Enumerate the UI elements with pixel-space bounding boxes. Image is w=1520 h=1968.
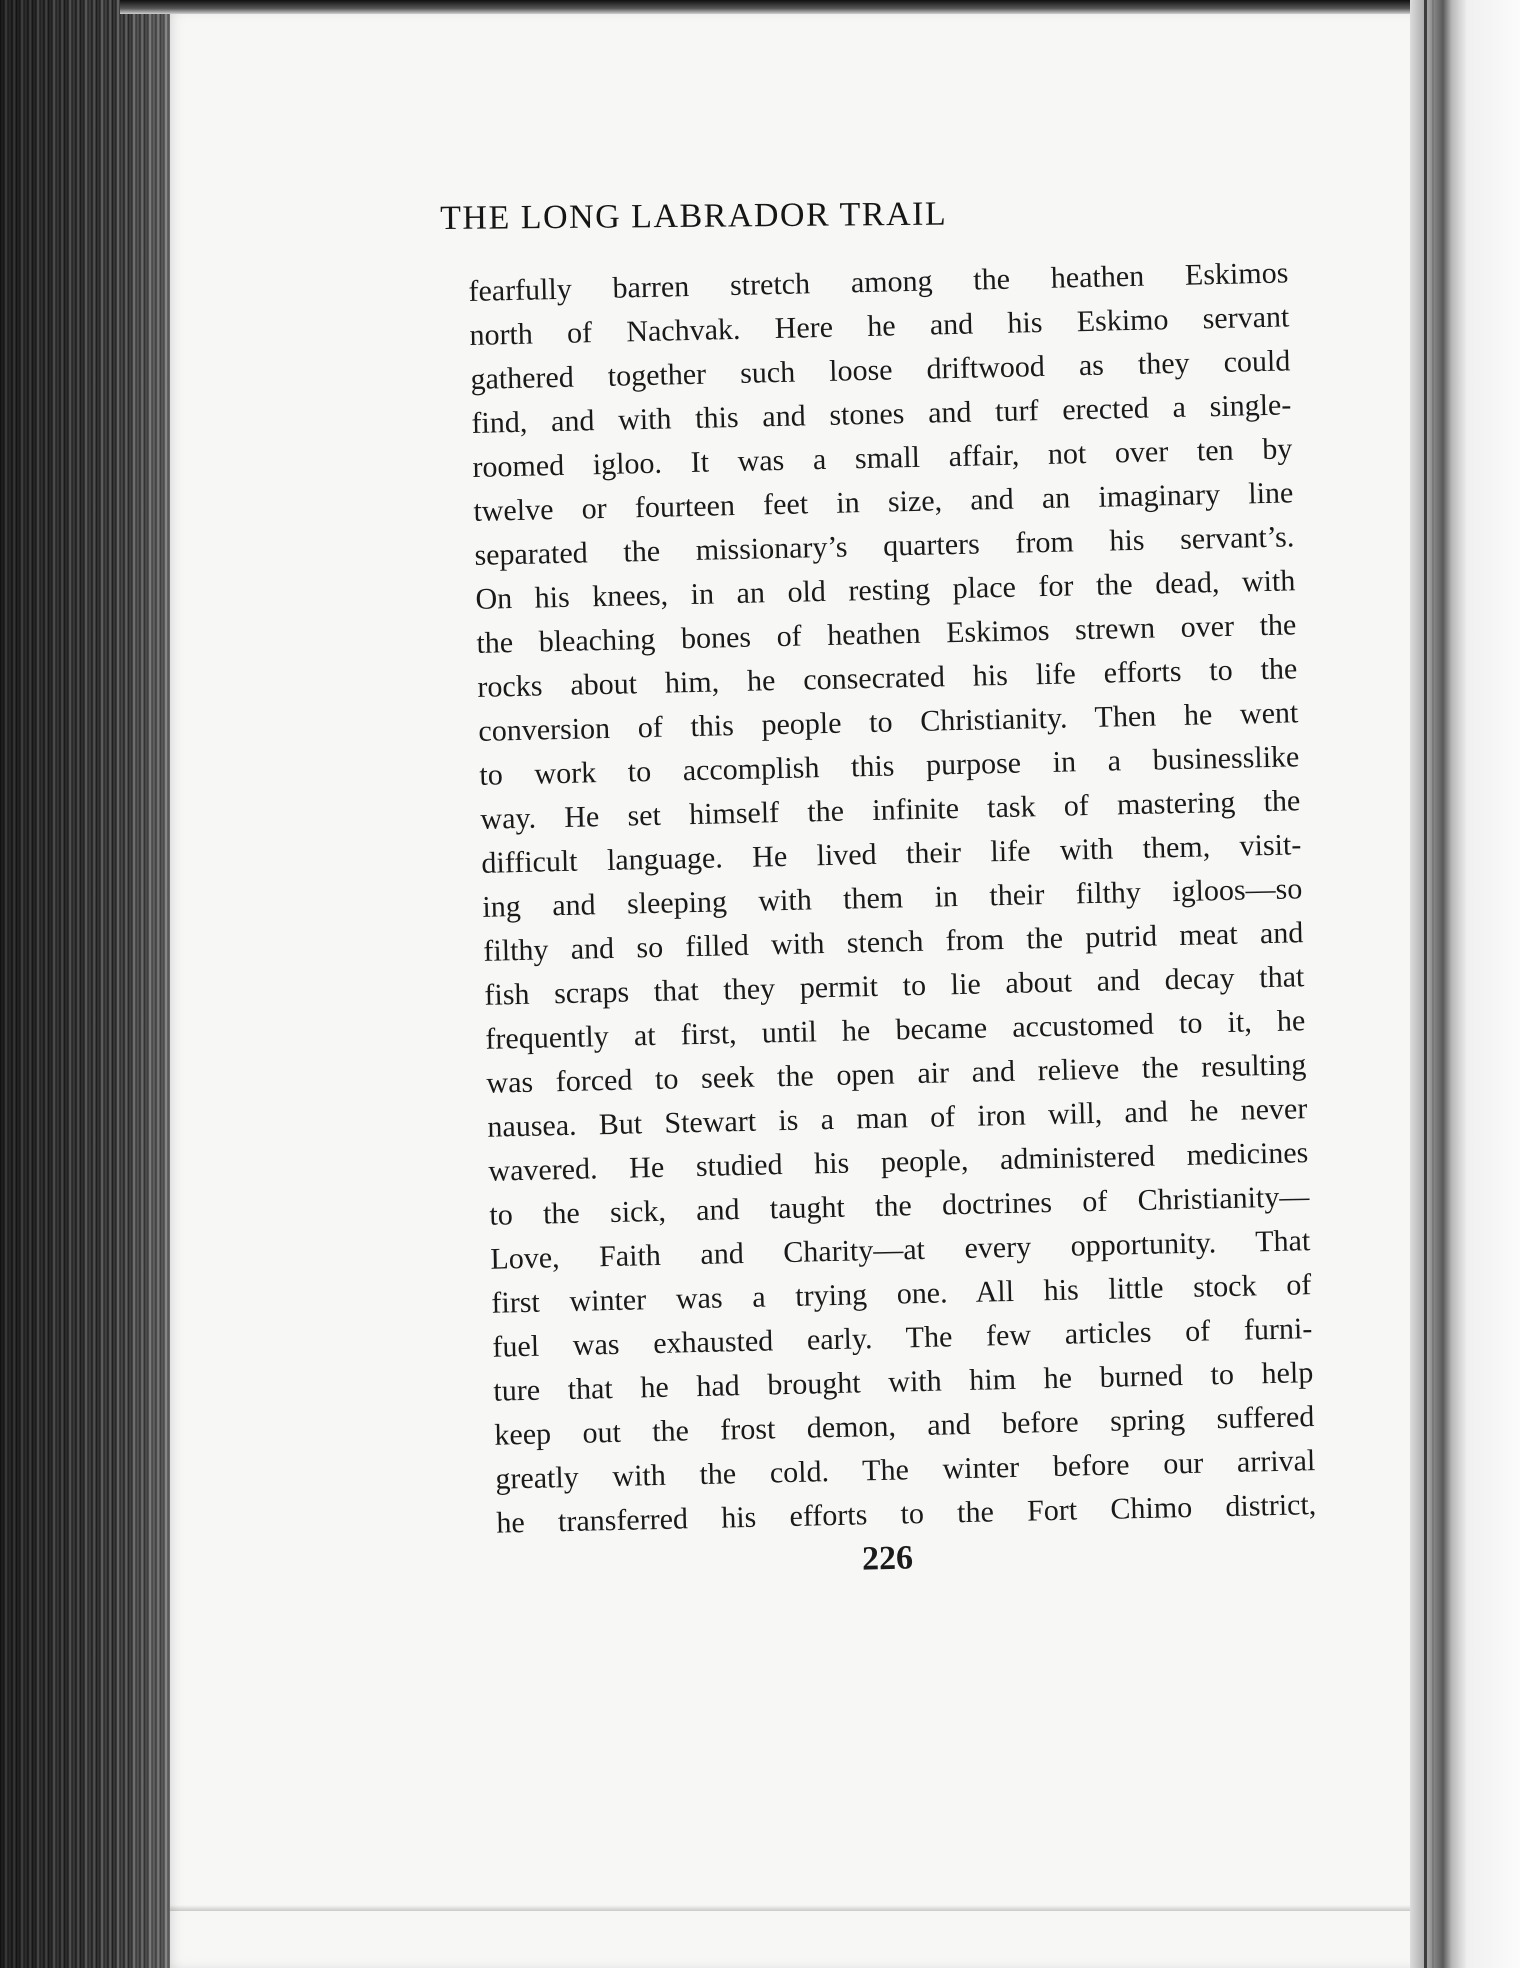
text-line: difficult language. He lived their life with them, visit- bbox=[481, 828, 1302, 880]
text-line: way. He set himself the infinite task of mastering the bbox=[480, 784, 1301, 836]
text-line: the bleaching bones of heathen Eskimos strewn over the bbox=[476, 608, 1297, 660]
text-line: wavered. He studied his people, administered medicines bbox=[488, 1136, 1309, 1188]
gutter-line bbox=[1424, 0, 1427, 1968]
text-line: north of Nachvak. Here he and his Eskimo servant bbox=[469, 300, 1290, 352]
text-line: frequently at first, until he became accustomed to it, he bbox=[485, 1004, 1306, 1056]
text-line: rocks about him, he consecrated his life efforts to the bbox=[477, 652, 1298, 704]
text-line: conversion of this people to Christianity. Then he went bbox=[478, 696, 1299, 748]
page-bottom-shadow bbox=[170, 1905, 1430, 1911]
text-line: to the sick, and taught the doctrines of Christianity— bbox=[489, 1180, 1310, 1232]
text-line: twelve or fourteen feet in size, and an imaginary line bbox=[473, 476, 1294, 528]
running-head: THE LONG LABRADOR TRAIL bbox=[440, 195, 948, 237]
text-line: fuel was exhausted early. The few articles of furni- bbox=[492, 1312, 1313, 1364]
book-edge-shadow bbox=[0, 0, 170, 1968]
text-line: greatly with the cold. The winter before our arrival bbox=[495, 1444, 1316, 1496]
text-line: gathered together such loose driftwood as they could bbox=[470, 344, 1291, 396]
text-line: On his knees, in an old resting place for the dead, with bbox=[475, 564, 1296, 616]
text-line: was forced to seek the open air and relieve the resulting bbox=[486, 1048, 1307, 1100]
page-number: 226 bbox=[861, 1539, 914, 1578]
text-line: first winter was a trying one. All his little stock of bbox=[491, 1268, 1312, 1320]
text-line: keep out the frost demon, and before spring suffered bbox=[494, 1400, 1315, 1452]
text-line: ture that he had brought with him he burned to help bbox=[493, 1356, 1314, 1408]
text-line: filthy and so filled with stench from the putrid meat and bbox=[483, 916, 1304, 968]
text-line: he transferred his efforts to the Fort Chimo district, bbox=[496, 1488, 1317, 1540]
text-line: nausea. But Stewart is a man of iron will, and he never bbox=[487, 1092, 1308, 1144]
text-line: fish scraps that they permit to lie about and decay that bbox=[484, 960, 1305, 1012]
text-line: fearfully barren stretch among the heathen Eskimos bbox=[468, 256, 1289, 308]
text-line: Love, Faith and Charity—at every opportunity. That bbox=[490, 1224, 1311, 1276]
text-line: to work to accomplish this purpose in a businesslike bbox=[479, 740, 1300, 792]
text-line: ing and sleeping with them in their filthy igloos—so bbox=[482, 872, 1303, 924]
text-line: separated the missionary’s quarters from his servant’s. bbox=[474, 520, 1295, 572]
text-line: find, and with this and stones and turf erected a single- bbox=[471, 388, 1292, 440]
gutter-line-secondary bbox=[1432, 0, 1434, 1968]
body-text bbox=[468, 251, 1317, 1545]
text-line: roomed igloo. It was a small affair, not over ten by bbox=[472, 432, 1293, 484]
scan-top-border bbox=[120, 0, 1520, 14]
